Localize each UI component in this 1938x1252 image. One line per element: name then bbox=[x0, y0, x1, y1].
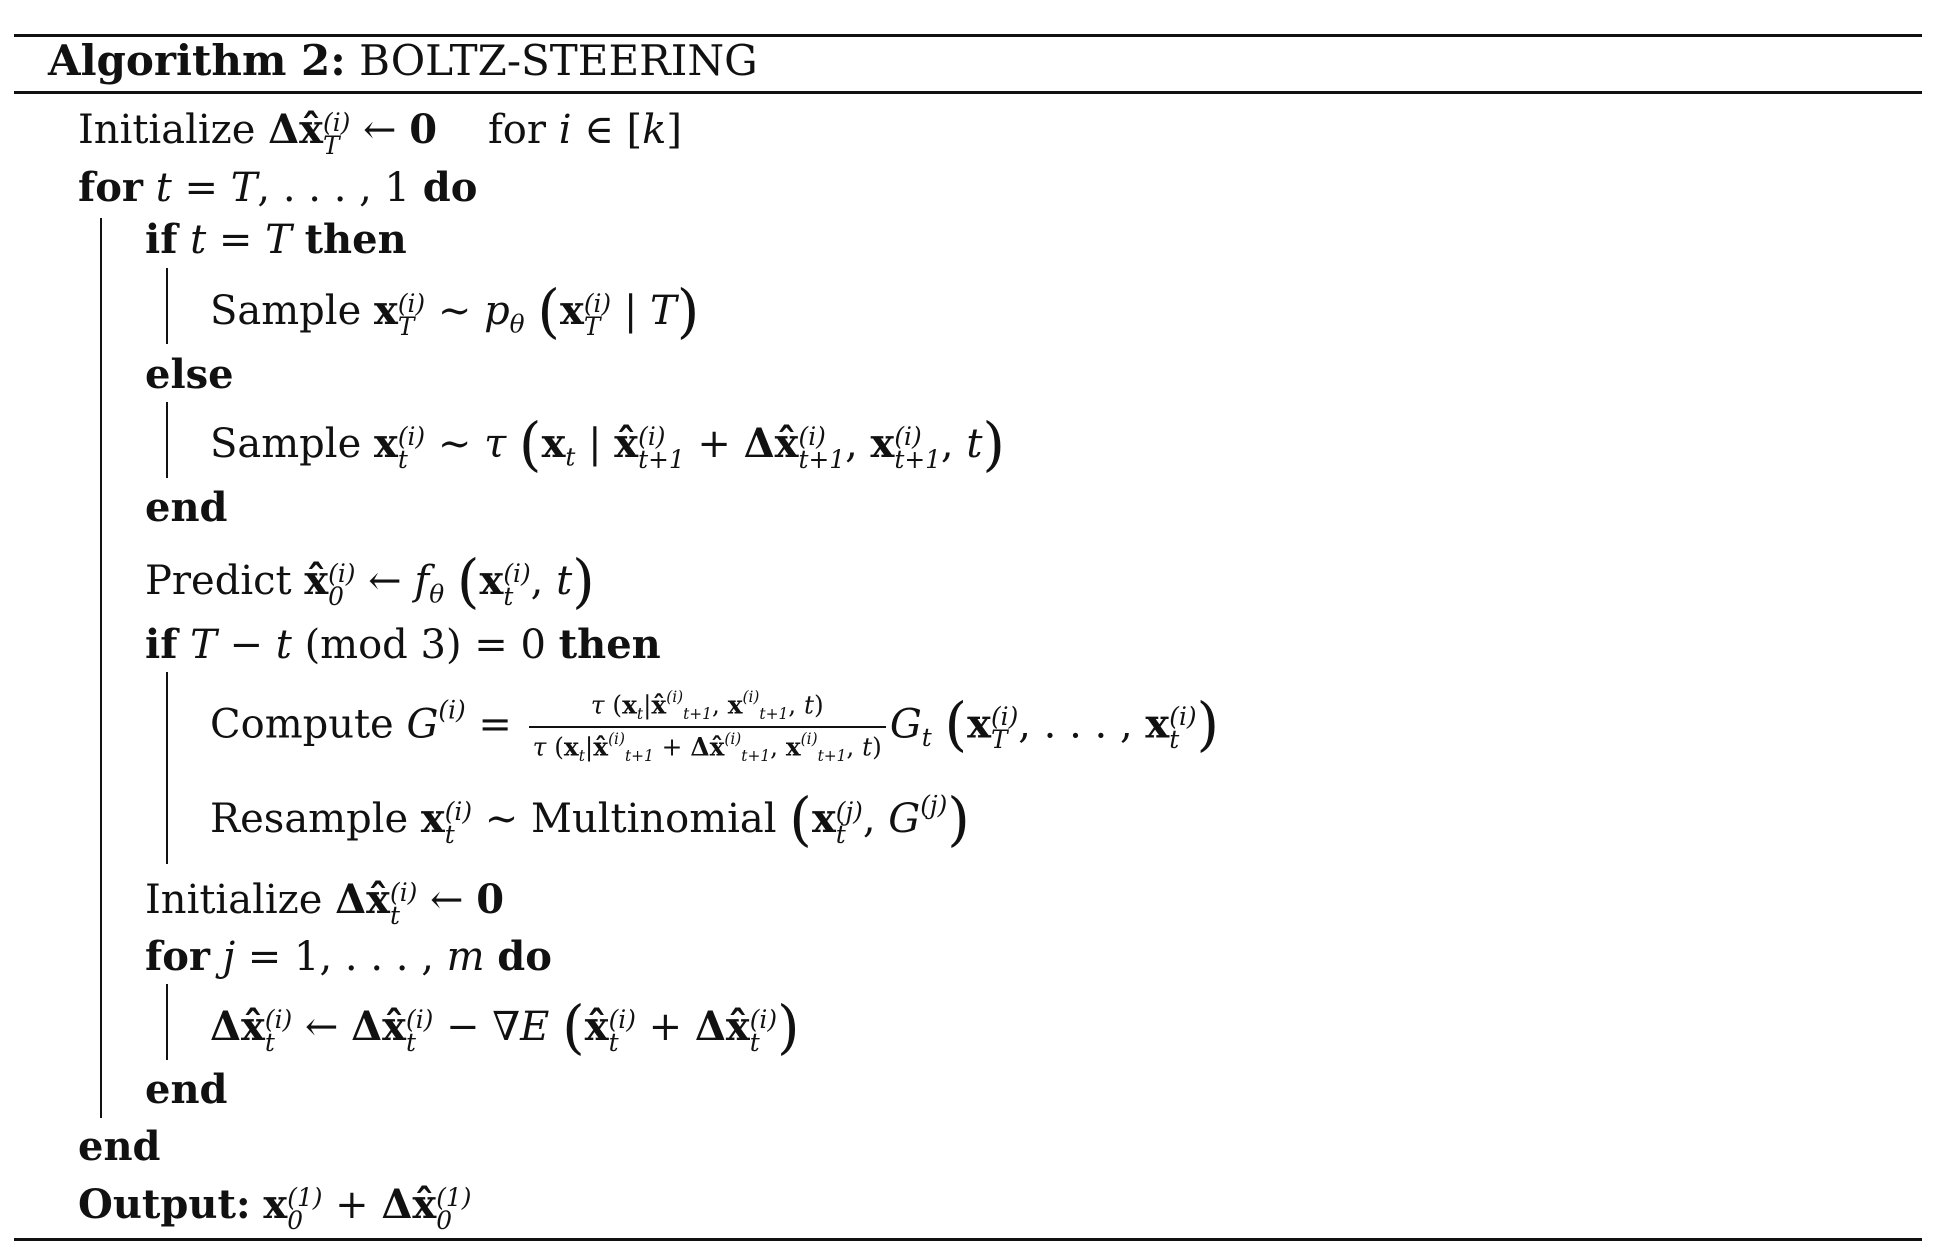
else-block-bar bbox=[166, 402, 168, 478]
algo-line-gradient-step: Δx̂ (i) t ← Δx̂ (i) t − ∇E (x̂ (i) t + Δx̂ (i) t ) bbox=[210, 993, 800, 1061]
bottom-rule bbox=[14, 1238, 1922, 1241]
algo-line-if-mod: if T − t (mod 3) = 0 then bbox=[145, 621, 661, 668]
algo-line-sample-T: Sample x (i) T ∼ $p_\theta$ (x (i) T | T) bbox=[210, 277, 700, 345]
algo-line-end-if: end bbox=[145, 484, 228, 531]
algo-line-initialize-t: Initialize Δx̂ (i) t ← 0 bbox=[145, 876, 505, 931]
algo-line-for-t: for t = T, . . . , 1 do bbox=[78, 164, 478, 211]
algo-line-output: Output: x (1) 0 + Δx̂ (1) 0 bbox=[78, 1181, 472, 1236]
algo-line-end-for-j: end bbox=[145, 1066, 228, 1113]
algo-line-else: else bbox=[145, 351, 234, 398]
for-block-bar bbox=[100, 218, 102, 1118]
algo-line-sample-t: Sample x (i) t ∼ τ ($x_t$ | x̂ (i) t+1 + Δx̂ (i) t+1 , x (i) t+1 , t) bbox=[210, 410, 1006, 478]
algo-line-for-j: for j = 1, . . . , m do bbox=[145, 933, 552, 980]
algorithm-label: Algorithm 2: bbox=[48, 36, 346, 85]
algorithm-name: BOLTZ-STEERING bbox=[359, 36, 758, 85]
if-block-bar bbox=[166, 268, 168, 344]
for-j-block-bar bbox=[166, 984, 168, 1060]
algo-line-predict: Predict x̂ (i) 0 ← $f_\theta$ (x (i) t , t) bbox=[145, 547, 595, 615]
algorithm-caption bbox=[48, 36, 758, 85]
if-mod-block-bar bbox=[166, 672, 168, 864]
algo-line-compute-G: Compute $G^{(i)}$ = $\frac{\tau (x_t|x̂^{(i)}_{t+1}, x^{(i)}_{t+1}, t)}{\tau (x_t|x̂^{(i)}_{t+1} + \Delta x̂^{(i)}_{t+1}, x^{(i)}_{t+1}, t)}$ $G_t$ (x (i) T , . . . , x (i) t ) bbox=[210, 688, 1220, 766]
algo-line-resample: Resample x (i) t ∼ Multinomial (x (j) t , $G^{(j)}$) bbox=[210, 785, 970, 853]
algo-line-end-for-t: end bbox=[78, 1123, 161, 1170]
algo-line-initialize: Initialize Δx̂ (i) T ← 0 for i ∈ [k] bbox=[78, 106, 682, 161]
algo-line-if-t-eq-T: if t = T then bbox=[145, 216, 407, 263]
caption-rule bbox=[14, 91, 1922, 94]
